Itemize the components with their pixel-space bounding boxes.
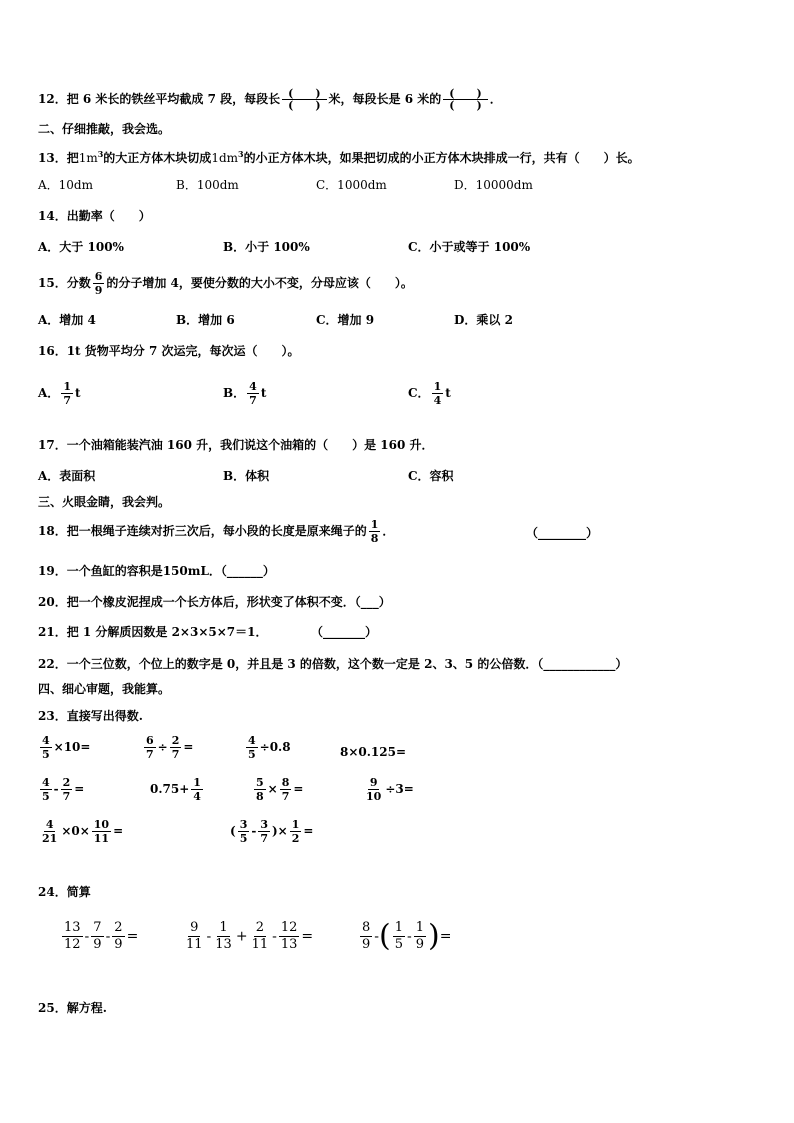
q13-option-c[interactable]: C．1000dm [316,178,387,192]
q13-option-a[interactable]: A．10dm [38,178,93,192]
q16-option-c[interactable]: C． $\frac{1}{4}$ t [408,380,451,407]
question-23: 23．直接写出得数. [38,709,143,723]
section-3-heading: 三、火眼金睛，我会判。 [38,495,171,509]
question-12: 12．把 6 米长的铁丝平均截成 7 段，每段长 ( ) ( ) 米，每段长是 6 米的 ( ) ( ) ． [38,87,502,112]
q14-option-b[interactable]: B．小于 100% [223,240,310,254]
q15-option-b[interactable]: B．增加 6 [176,313,235,327]
q15-option-d[interactable]: D．乘以 2 [454,313,513,327]
q23-expr-2: $\frac{6}{7}$ ÷ $\frac{2}{7}$ = [146,734,194,761]
q14-option-a[interactable]: A．大于 100% [38,240,124,254]
q13-option-b[interactable]: B．100dm [176,178,239,192]
q15-option-a[interactable]: A．增加 4 [38,313,96,327]
q17-option-a[interactable]: A．表面积 [38,469,96,483]
q23-expr-1: $\frac{4}{5}$ ×10= [42,734,91,761]
question-22: 22．一个三位数，个位上的数字是 0，并且是 3 的倍数，这个数一定是 2、3、5 的公倍数．（____________） [38,657,628,671]
question-17: 17．一个油箱能装汽油 160 升，我们说这个油箱的（ ）是 160 升． [38,438,434,452]
q15-option-c[interactable]: C．增加 9 [316,313,375,327]
q12-text-b: 米，每段长是 6 米的 [328,92,442,106]
q23-expr-9: $\frac{4}{21}$ ×0× $\frac{10}{11}$ = [42,818,124,845]
section-2-heading: 二、仔细推敲，我会选。 [38,122,171,136]
q12-text: 12．把 6 米长的铁丝平均截成 7 段，每段长 [38,92,281,106]
q16-option-b[interactable]: B． $\frac{4}{7}$ t [223,380,267,407]
question-20: 20．把一个橡皮泥捏成一个长方体后，形状变了体积不变．（___） [38,595,391,609]
q23-expr-5: $\frac{4}{5}$ - $\frac{2}{7}$ = [42,776,85,803]
q17-option-c[interactable]: C．容积 [408,469,454,483]
question-24: 24．简算 [38,885,91,899]
q17-option-b[interactable]: B．体积 [223,469,270,483]
question-15: 15．分数 $\frac{6}{9}$ 的分子增加 4，要使分数的大小不变，分母应该（ ）。 [38,270,413,297]
q12-blank-fraction-2: ( ) ( ) [443,88,487,111]
q24-expr-3: $\frac{8}{9}$ -( $\frac{1}{5}$ - $\frac{1}{9}$ )= [362,918,452,954]
section-4-heading: 四、细心审题，我能算。 [38,682,171,696]
q24-expr-2: $\frac{9}{11}$ - $\frac{1}{13}$ + $\frac{2}{11}$ - $\frac{12}{13}$ = [186,920,314,952]
q23-expr-7: $\frac{5}{8}$ × $\frac{8}{7}$ = [256,776,304,803]
q24-expr-1: $\frac{13}{12}$ - $\frac{7}{9}$ - $\frac{2}{9}$ = [64,920,139,952]
question-14: 14．出勤率（ ） [38,209,151,223]
question-19: 19．一个鱼缸的容积是150mL．（______） [38,564,275,578]
q12-blank-fraction-1: ( ) ( ) [282,88,326,111]
question-21: 21．把 1 分解质因数是 2×3×5×7＝1． [38,625,268,639]
question-16: 16．1t 货物平均分 7 次运完，每次运（ ）。 [38,344,300,358]
q23-expr-8: $\frac{9}{10}$ ÷3= [366,776,414,803]
question-25: 25．解方程. [38,1001,107,1015]
q23-expr-3: $\frac{4}{5}$ ÷0.8 [248,734,291,761]
q18-answer-blank[interactable]: （________） [526,526,599,540]
q15-fraction: $\frac{6}{9}$ [94,270,103,297]
q16-option-a[interactable]: A． $\frac{1}{7}$ t [38,380,81,407]
q23-expr-6: 0.75+ $\frac{1}{4}$ [150,776,201,803]
q23-expr-4: 8×0.125= [340,745,407,759]
q23-expr-10: ( $\frac{3}{5}$ - $\frac{3}{7}$ )× $\frac{1}{2}$ = [230,818,314,845]
question-18: 18．把一根绳子连续对折三次后，每小段的长度是原来绳子的 $\frac{1}{8}$ ． [38,518,395,545]
q21-answer-blank[interactable]: （_______） [311,625,378,639]
q13-option-d[interactable]: D．10000dm [454,178,533,192]
q14-option-c[interactable]: C．小于或等于 100% [408,240,531,254]
question-13: 13．把$1m^3$的大正方体木块切成$1dm^3$的小正方体木块，如果把切成的小正方体木块排成一行，共有（ ）长。 [38,149,640,165]
